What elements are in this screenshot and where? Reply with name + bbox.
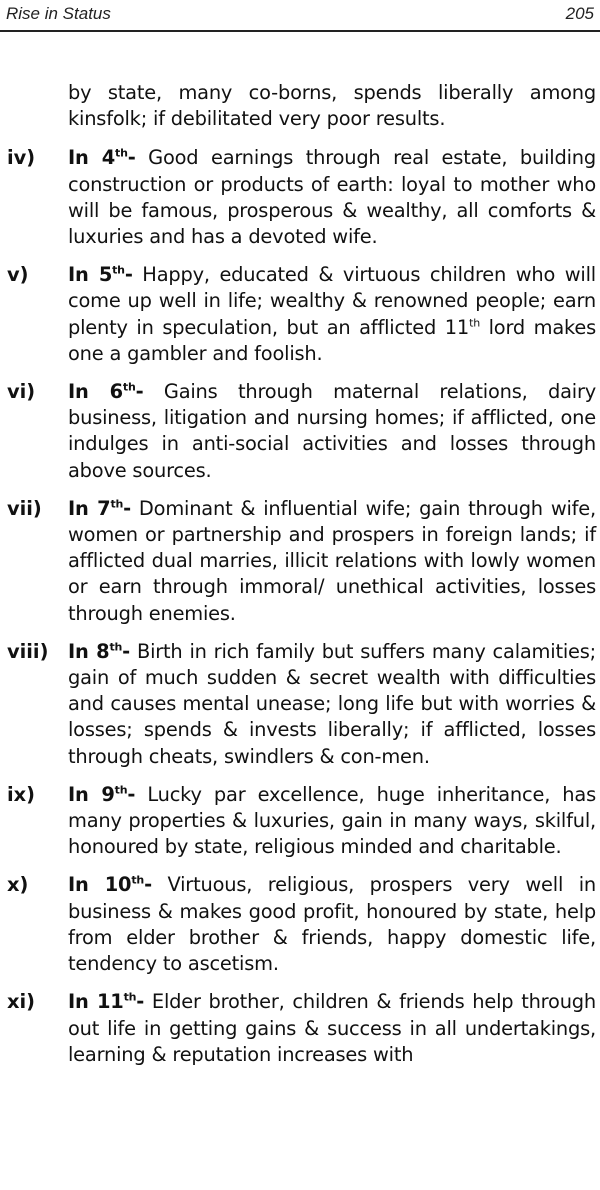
- item-text: In 11th- Elder brother, children & friends help through out life in getting gains & success in all undertakings, learning & reputation increases with: [68, 990, 596, 1066]
- list-item-xi: [0, 989, 600, 1068]
- page-number: 205: [565, 4, 594, 23]
- house-heading: In 9th-: [68, 782, 136, 806]
- house-heading: In 7th-: [68, 496, 131, 520]
- page-body: [0, 80, 600, 1080]
- list-item-viii: [0, 639, 600, 770]
- continued-paragraph: by state, many co-borns, spends liberally among kinsfolk; if debilitated very poor results.: [68, 81, 596, 131]
- list-item-ix: [0, 782, 600, 861]
- list-item-v: [0, 262, 600, 367]
- item-numeral: vii): [7, 496, 42, 520]
- house-heading: In 4th-: [68, 146, 136, 170]
- item-numeral: vi): [7, 380, 36, 404]
- running-header: [0, 0, 600, 32]
- item-text: In 9th- Lucky par excellence, huge inheritance, has many properties & luxuries, gain in many ways, skilful, honoured by state, religious minded and charitable.: [68, 782, 596, 859]
- house-heading: In 6th-: [68, 380, 144, 404]
- item-text: In 7th- Dominant & influential wife; gain through wife, women or partnership and prospers in foreign lands; if afflicted dual marries, illicit relations with lowly women or earn through immoral/ unethical activities, losses through enemies.: [68, 496, 596, 625]
- running-title: Rise in Status: [6, 4, 111, 23]
- item-numeral: viii): [7, 639, 49, 663]
- list-item-vi: [0, 379, 600, 484]
- house-heading: In 8th-: [68, 639, 131, 663]
- item-text: In 8th- Birth in rich family but suffers many calamities; gain of much sudden & secret wealth with difficulties and causes mental unease; long life but with worries & losses; spends & invests liberally; if afflicted, losses through cheats, swindlers & con-men.: [68, 639, 596, 768]
- item-text: In 10th- Virtuous, religious, prospers very well in business & makes good profit, honoured by state, help from elder brother & friends, happy domestic life, tendency to ascetism.: [68, 873, 596, 976]
- house-heading: In 11th-: [68, 990, 145, 1014]
- list-item-iv: [0, 145, 600, 250]
- item-text: In 6th- Gains through maternal relations, dairy business, litigation and nursing homes; if afflicted, one indulges in anti-social activities and losses through above sources.: [68, 380, 597, 482]
- house-heading: In 5th-: [68, 263, 133, 287]
- item-text: In 4th- Good earnings through real estate, building construction or products of earth: loyal to mother who will be famous, prosperous & wealthy, all comforts & luxuries and has a devoted wife.: [68, 146, 596, 249]
- item-numeral: x): [7, 873, 29, 897]
- list-item-vii: [0, 496, 600, 627]
- item-numeral: ix): [7, 782, 36, 806]
- item-numeral: v): [7, 263, 29, 287]
- item-numeral: xi): [7, 990, 36, 1014]
- list-item-x: [0, 872, 600, 977]
- item-text: In 5th- Happy, educated & virtuous children who will come up well in life; wealthy & renowned people; earn plenty in speculation, but an afflicted 11th lord makes one a gambler and foolish.: [68, 263, 596, 365]
- house-heading: In 10th-: [68, 873, 152, 897]
- item-numeral: iv): [7, 146, 36, 170]
